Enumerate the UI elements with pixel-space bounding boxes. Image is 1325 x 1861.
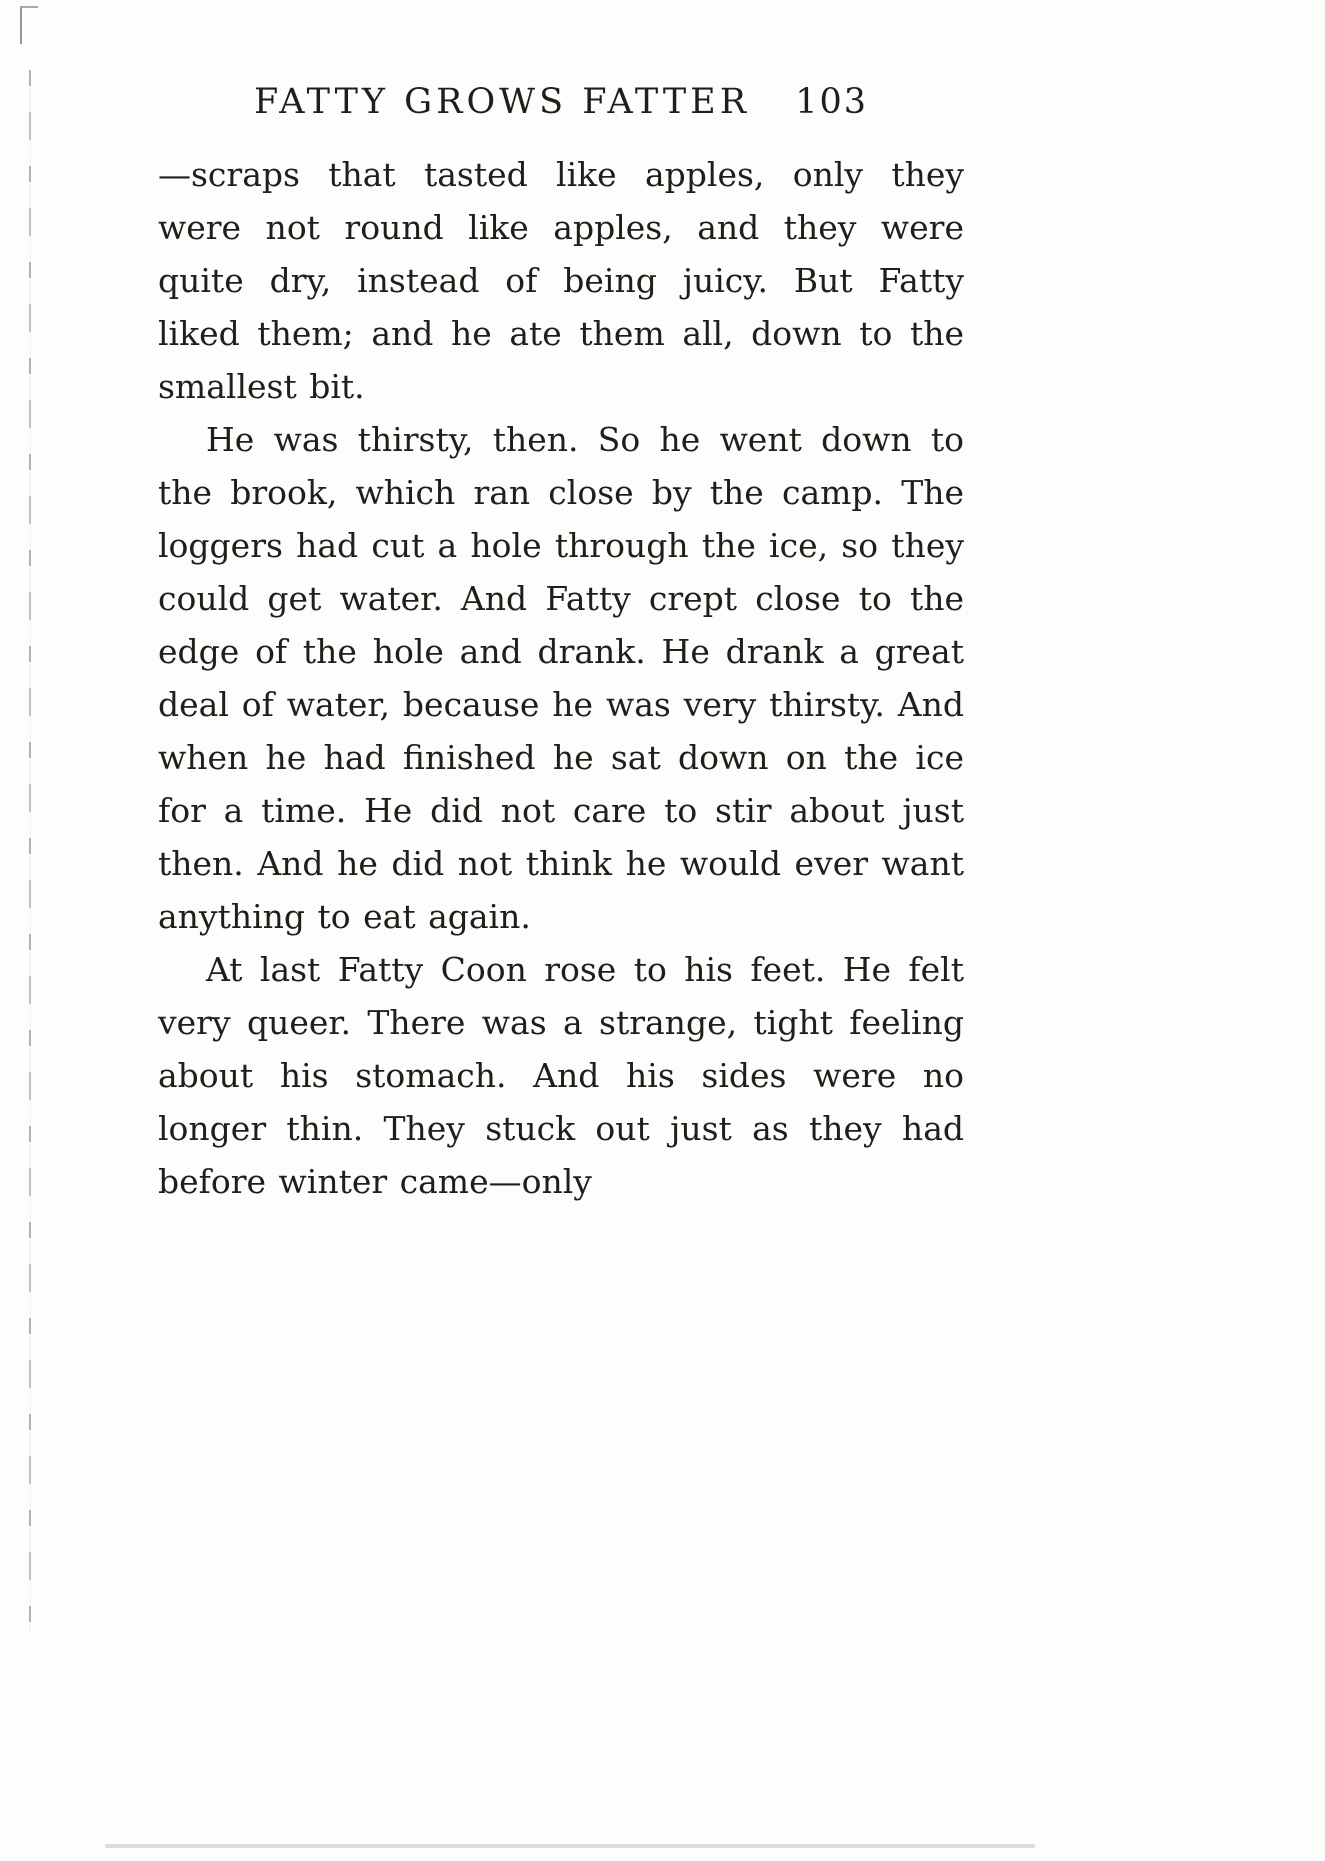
scan-left-edge-artifact (29, 70, 31, 1630)
running-header (158, 82, 964, 122)
paragraph: —scraps that tasted like apples, only they were not round like apples, and they were quite dry, instead of being juicy. But Fatty liked them; and he ate them all, down to the smallest bit. (158, 155, 964, 406)
scan-corner-mark (20, 6, 38, 44)
scan-bottom-edge-artifact (105, 1844, 1035, 1848)
text-block (158, 82, 964, 1208)
paragraph: At last Fatty Coon rose to his feet. He felt very queer. There was a strange, tight feeling about his stomach. And his sides were no longer thin. They stuck out just as they had before winter came—only (158, 950, 964, 1201)
page-number: 103 (795, 82, 869, 122)
running-header-title: FATTY GROWS FATTER (253, 82, 751, 122)
paragraph: He was thirsty, then. So he went down to the brook, which ran close by the camp. The loggers had cut a hole through the ice, so they could get water. And Fatty crept close to the edge of the hole and drank. He drank a great deal of water, because he was very thirsty. And when he had finished he sat down on the ice for a time. He did not care to stir about just then. And he did not think he would ever want anything to eat again. (158, 420, 964, 936)
